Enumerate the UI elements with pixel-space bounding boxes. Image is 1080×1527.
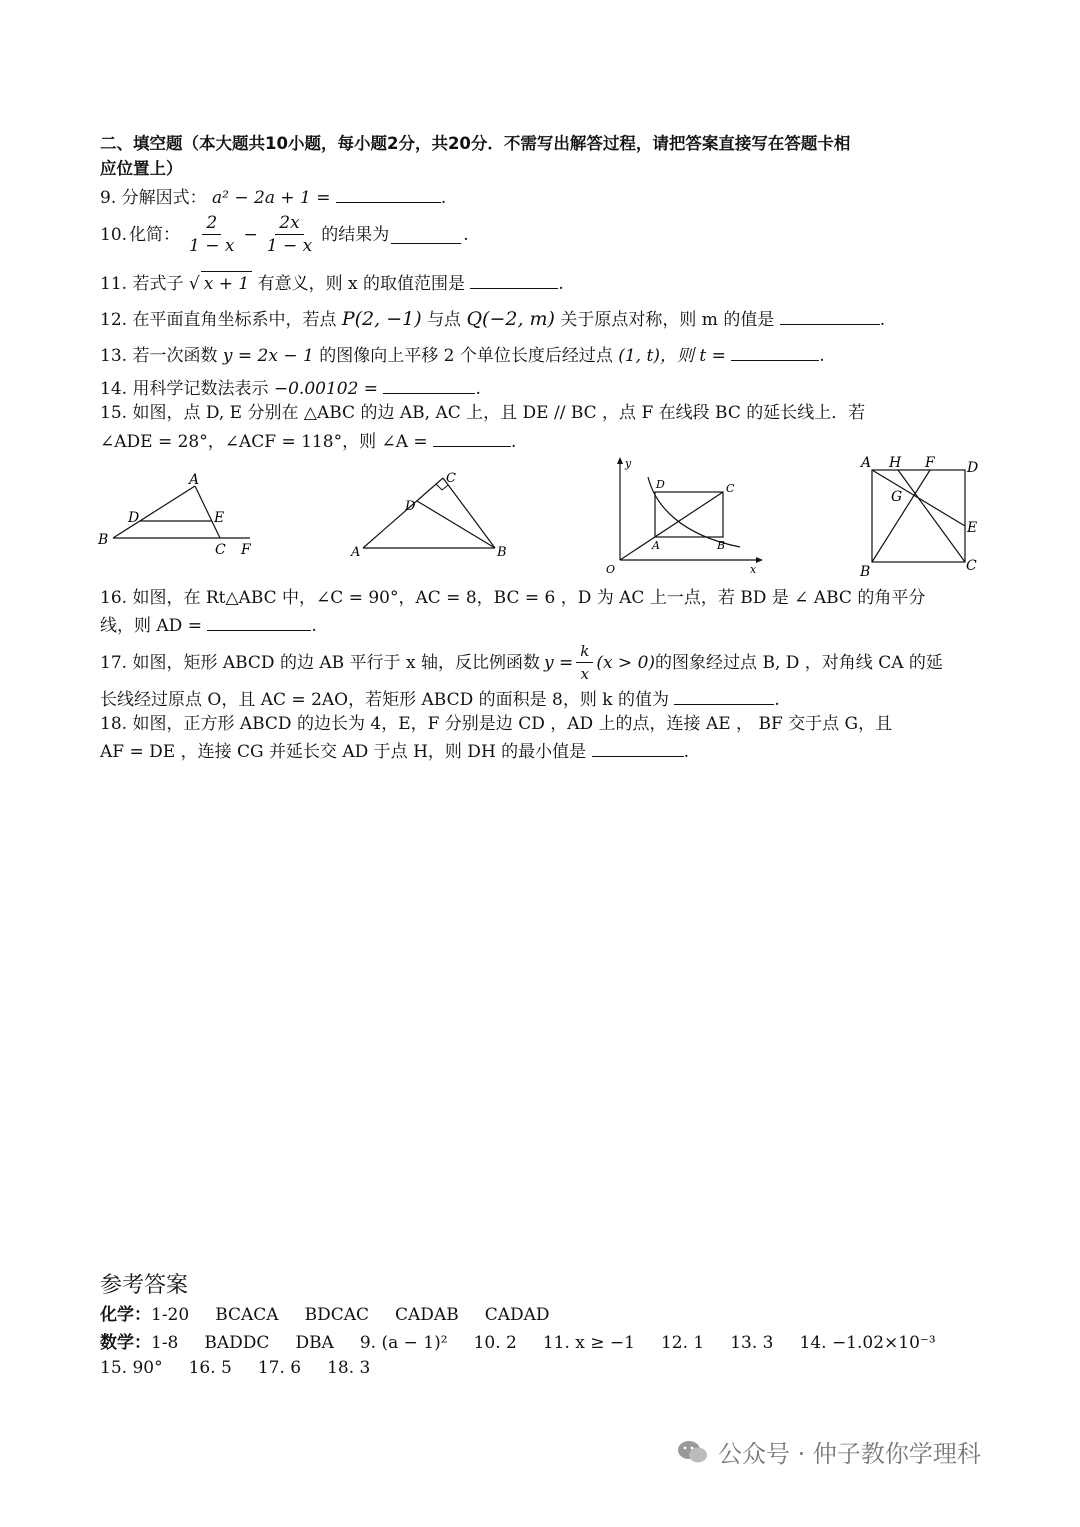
answer-blank-12[interactable] [780,306,880,325]
label-B: B [98,532,109,548]
answer-blank-11[interactable] [470,270,558,289]
fraction-k-x: $\frac{k}{x}$ [576,640,593,685]
label-C: C [726,482,735,495]
question-17-line1: 17. 如图，矩形 ABCD 的边 AB 平行于 x 轴，反比例函数 y = $\frac{k}{x}$ (x > 0) 的图象经过点 B, D ，对角线 CA 的延 [100,642,943,683]
question-18-line1: 18. 如图，正方形 ABCD 的边长为 4，E，F 分别是边 CD ，AD 上的点，连接 AE ， BF 交于点 G，且 [100,714,893,734]
question-16-line1: 16. 如图，在 Rt△ABC 中，∠C = 90°，AC = 8，BC = 6 ，D 为 AC 上一点，若 BD 是 ∠ ABC 的角平分 [100,588,926,608]
answer-blank-16[interactable] [207,612,311,631]
label-E: E [214,510,225,526]
answers-math-row1: 数学：1-8 BADDC DBA 9. (a − 1)² 10. 2 11. x ≥ −1 12. 1 13. 3 14. −1.02×10⁻³ [100,1333,936,1353]
figure-18 [855,450,990,580]
question-18-line2: AF = DE ，连接 CG 并延长交 AD 于点 H，则 DH 的最小值是 . [100,738,689,764]
label-A: A [861,455,872,471]
watermark: 公众号 · 仲子教你学理科 [676,1434,981,1469]
question-10: 10. 化简： $\frac{2}{1 - x}$ − $\frac{2x}{1 - x}$ 的结果为 . [100,213,469,256]
label-F: F [241,542,251,558]
question-16-line2: 线，则 AD = . [100,612,317,638]
sqrt-sign: √ [188,274,200,294]
label-A: A [351,545,361,560]
question-9: 9. 分解因式： a² − 2a + 1 = . [100,184,446,210]
question-14: 14. 用科学记数法表示 −0.00102 = . [100,375,481,401]
figure-16 [345,468,520,563]
wechat-icon [676,1439,710,1465]
label-B: B [497,545,507,560]
figure-15 [95,470,265,560]
answers-chem: 化学：1-20 BCACA BDCAC CADAB CADAD [100,1305,550,1325]
question-13: 13. 若一次函数 y = 2x − 1 的图像向上平移 2 个单位长度后经过点 (1, t)，则 t = . [100,342,825,368]
label-H: H [889,455,902,471]
label-A: A [189,472,200,488]
fraction-2: $\frac{2x}{1 - x}$ [266,213,313,256]
label-A: A [652,539,660,552]
label-E: E [967,520,978,536]
answer-blank-18[interactable] [592,738,684,757]
answer-blank-9[interactable] [336,184,441,203]
label-F: F [925,455,935,471]
question-12: 12. 在平面直角坐标系中，若点 P(2, −1) 与点 Q(−2, m) 关于原点对称，则 m 的值是 . [100,308,886,330]
label-B: B [860,564,871,580]
figure-17 [600,455,770,580]
label-x: x [750,563,757,576]
fraction-1: $\frac{2}{1 - x}$ [189,213,235,256]
answer-blank-17[interactable] [674,686,774,705]
question-15-line2: ∠ADE = 28°，∠ACF = 118°，则 ∠A = . [100,428,516,454]
section-header: 二、填空题（本大题共10小题，每小题2分，共20分．不需写出解答过程，请把答案直接写在答题卡相 [100,134,851,153]
answer-blank-13[interactable] [731,342,819,361]
label-G: G [891,489,903,505]
label-C: C [966,558,977,574]
label-D: D [405,499,416,514]
answers-title: 参考答案 [100,1273,189,1298]
question-17-line2: 长线经过原点 O，且 AC = 2AO，若矩形 ABCD 的面积是 8，则 k 的值为 . [100,686,780,712]
question-11: 11. 若式子 √ x + 1 有意义，则 x 的取值范围是 . [100,270,564,296]
label-C: C [446,471,456,486]
question-15-line1: 15. 如图，点 D, E 分别在 △ABC 的边 AB, AC 上，且 DE // BC ，点 F 在线段 BC 的延长线上．若 [100,403,866,423]
section-header-cont: 应位置上） [100,159,183,178]
label-C: C [215,542,226,558]
answer-blank-15[interactable] [433,428,511,447]
answer-blank-14[interactable] [383,375,475,394]
label-O: O [606,563,616,576]
label-D: D [967,460,979,476]
answer-blank-10[interactable] [391,225,461,244]
label-D: D [128,510,140,526]
answers-math-row2: 15. 90° 16. 5 17. 6 18. 3 [100,1358,371,1378]
label-y: y [625,457,632,470]
label-D: D [656,478,665,491]
label-B: B [717,539,726,552]
